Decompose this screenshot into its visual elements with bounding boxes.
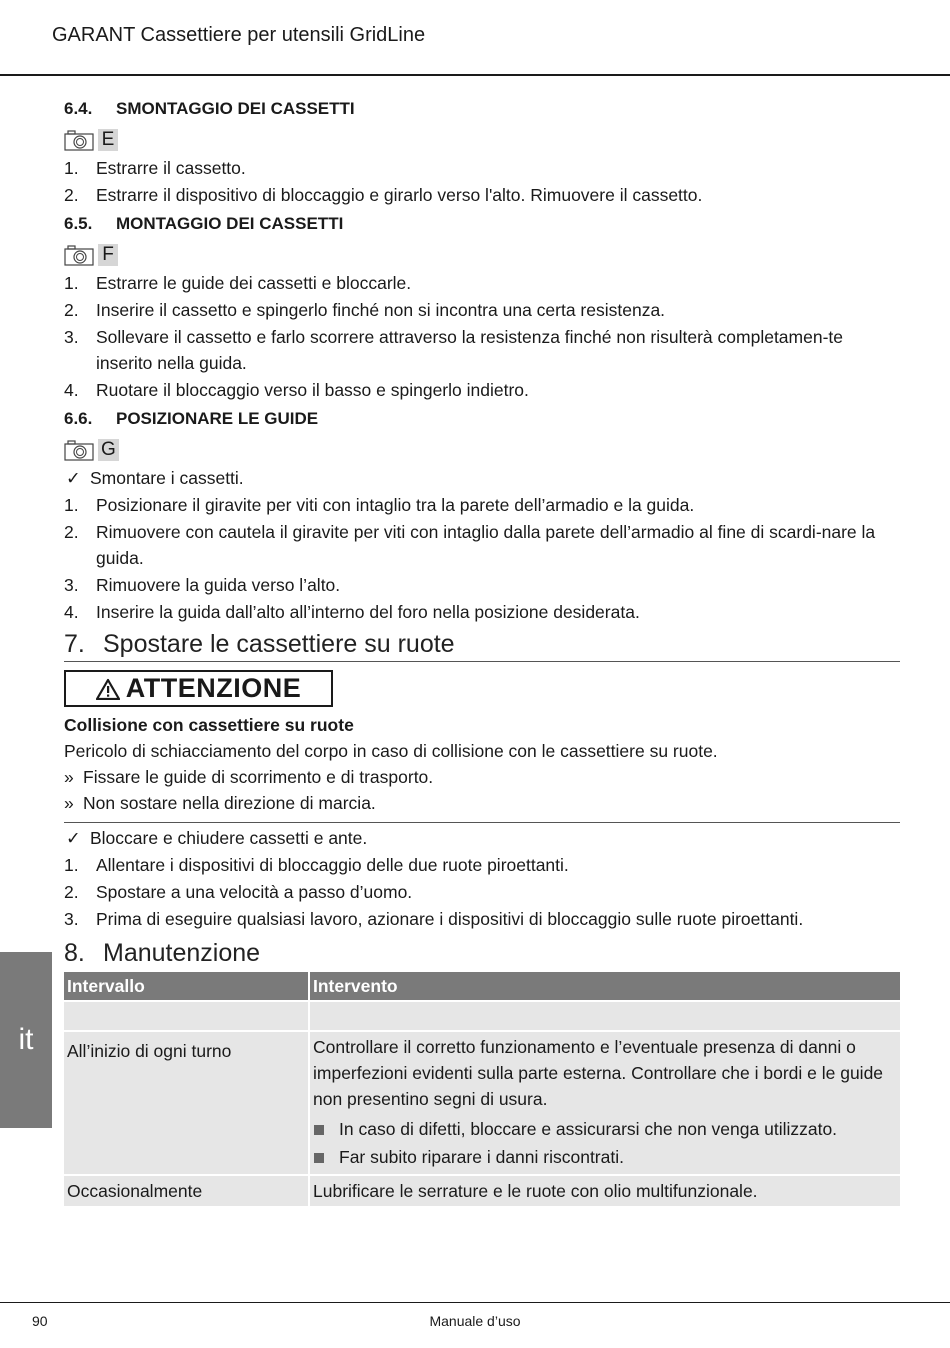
heading-text: SMONTAGGIO DEI CASSETTI [116, 99, 355, 118]
list-item: 1. Posizionare il giravite per viti con intaglio tra la parete dell’armadio e la guida. [64, 495, 695, 515]
warning-label: ATTENZIONE [125, 673, 302, 703]
table-row [64, 1176, 900, 1206]
figure-reference-f [64, 239, 900, 270]
square-bullet-icon [313, 1116, 339, 1142]
arrow-bullet-icon: » [64, 793, 74, 813]
header-rule [0, 74, 950, 76]
page-content [64, 94, 900, 1208]
check-icon: ✓ [66, 828, 81, 848]
warning-title: Collisione con cassettiere su ruote [64, 715, 354, 735]
figure-reference-g [64, 434, 900, 465]
warning-end-rule [64, 822, 900, 823]
list-item: 4. Ruotare il bloccaggio verso il basso e spingerlo indietro. [64, 380, 529, 400]
list-item: 1. Estrarre le guide dei cassetti e bloccarle. [64, 273, 412, 293]
prerequisite-item: ✓ Bloccare e chiudere cassetti e ante. [64, 825, 900, 851]
square-bullet-icon [313, 1144, 339, 1170]
camera-icon [64, 129, 94, 151]
heading-6-5 [64, 209, 900, 239]
heading-number: 7. [64, 630, 85, 658]
warning-text: Pericolo di schiacciamento del corpo in caso di collisione con le cassettiere su ruote. [64, 741, 718, 761]
action-text: Controllare il corretto funzionamento e l’eventuale presenza di danni o imperfezioni evidenti sulla parte esterna. Controllare che i bordi e le guide non presentino segni di usura. [313, 1037, 884, 1109]
camera-icon [64, 439, 94, 461]
section-rule [64, 661, 900, 662]
camera-icon [64, 244, 94, 266]
table-cell [310, 1002, 900, 1030]
heading-number: 8. [64, 939, 85, 967]
table-row [64, 1032, 900, 1174]
heading-6-6 [64, 404, 900, 434]
page-header-title: GARANT Cassettiere per utensili GridLine [52, 24, 426, 46]
heading-text: Manutenzione [103, 939, 261, 967]
list-item: 1. Allentare i dispositivi di bloccaggio delle due ruote piroettanti. [64, 855, 569, 875]
heading-7 [64, 627, 900, 661]
list-item: 2. Rimuovere con cautela il giravite per viti con intaglio dalla parete dell’armadio al fine di scardi-nare la guida. [64, 522, 876, 568]
figure-letter: F [98, 244, 118, 266]
table-row [64, 1002, 900, 1030]
table-cell [64, 1002, 308, 1030]
list-item: 2. Inserire il cassetto e spingerlo finché non si incontra una certa resistenza. [64, 300, 666, 320]
warning-triangle-icon [96, 678, 120, 700]
list-item: 4. Inserire la guida dall’alto all’interno del foro nella posizione desiderata. [64, 602, 640, 622]
action-bullet: In caso di difetti, bloccare e assicurarsi che non venga utilizzato. [313, 1116, 897, 1142]
list-item: 3. Rimuovere la guida verso l’alto. [64, 575, 341, 595]
arrow-bullet-icon: » [64, 767, 74, 787]
heading-number: 6.5. [64, 214, 93, 233]
heading-text: Spostare le cassettiere su ruote [103, 630, 455, 658]
table-header-interval: Intervallo [64, 972, 308, 1000]
figure-letter: G [98, 439, 119, 461]
heading-text: MONTAGGIO DEI CASSETTI [116, 214, 344, 233]
warning-measure: » Fissare le guide di scorrimento e di trasporto. [64, 764, 900, 790]
table-cell-interval: Occasionalmente [64, 1176, 308, 1206]
page-number: 90 [32, 1313, 48, 1329]
footer-rule [0, 1302, 950, 1303]
list-item: 2. Estrarre il dispositivo di bloccaggio e girarlo verso l'alto. Rimuovere il cassetto. [64, 185, 703, 205]
figure-reference-e [64, 124, 900, 155]
prerequisite-item: ✓ Smontare i cassetti. [64, 465, 900, 491]
warning-measure: » Non sostare nella direzione di marcia. [64, 790, 900, 816]
table-cell-interval: All’inizio di ogni turno [64, 1032, 308, 1174]
figure-letter: E [98, 129, 118, 151]
heading-8 [64, 936, 900, 970]
table-cell-action [310, 1032, 900, 1174]
list-item: 3. Sollevare il cassetto e farlo scorrere attraverso la resistenza finché non risulterà completamen-te inserito nella guida. [64, 327, 844, 373]
heading-number: 6.6. [64, 409, 93, 428]
action-bullet: Far subito riparare i danni riscontrati. [313, 1144, 897, 1170]
heading-6-4 [64, 94, 900, 124]
list-item: 3. Prima di eseguire qualsiasi lavoro, azionare i dispositivi di bloccaggio sulle ruote piroettanti. [64, 909, 804, 929]
table-header-action: Intervento [310, 972, 900, 1000]
warning-label-box [64, 670, 333, 707]
check-icon: ✓ [66, 468, 81, 488]
list-item: 2. Spostare a una velocità a passo d’uomo. [64, 882, 413, 902]
maintenance-table [62, 970, 902, 1208]
footer-title: Manuale d’uso [429, 1313, 521, 1329]
list-item: 1. Estrarre il cassetto. [64, 158, 246, 178]
heading-number: 6.4. [64, 99, 93, 118]
language-tab: it [0, 952, 52, 1128]
table-cell-action: Lubrificare le serrature e le ruote con olio multifunzionale. [310, 1176, 900, 1206]
heading-text: POSIZIONARE LE GUIDE [116, 409, 319, 428]
